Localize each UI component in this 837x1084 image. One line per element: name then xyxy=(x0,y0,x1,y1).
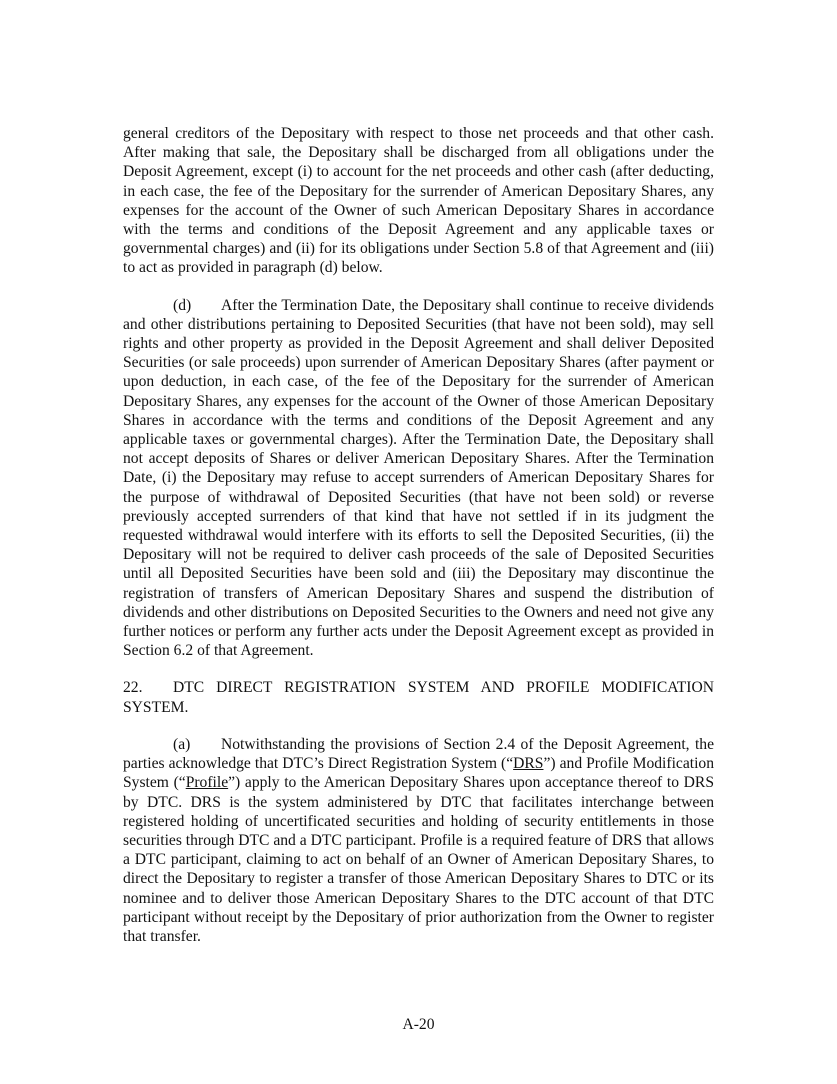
section-title-line2: SYSTEM. xyxy=(123,698,189,716)
paragraph-d-label: (d) xyxy=(173,296,192,314)
profile-defined-term: Profile xyxy=(185,774,229,792)
paragraph-continued: general creditors of the Depositary with respect to those net proceeds and that other cash. After making that sale, the Depositary shall be discharged from all obligations under the Deposit Agreement, except (i) to account for the net proceeds and other cash (after deducting, in each case, the fee of the Depositary for the surrender of American Depositary Shares, any expenses for the account of the Owner of such American Depositary Shares in accordance with the terms and conditions of the Deposit Agreement and any applicable taxes or governmental charges) and (ii) for its obligations under Section 5.8 of that Agreement and (iii) to act as provided in paragraph (d) below. xyxy=(123,125,714,277)
page-body xyxy=(123,124,714,964)
paragraph-a xyxy=(123,735,714,946)
paragraph-d-text: After the Termination Date, the Depositary shall continue to receive dividends and other distributions pertaining to Deposited Securities (that have not been sold), may sell rights and other property as provided in the Deposit Agreement and shall deliver Deposited Securities (or sale proceeds) upon surrender of American Depositary Shares (after payment or upon deduction, in each case, of the fee of the Depositary for the surrender of American Depositary Shares, any expenses for the account of the Owner of those American Depositary Shares in accordance with the terms and conditions of the Deposit Agreement and any applicable taxes or governmental charges). After the Termination Date, the Depositary shall not accept deposits of Shares or deliver American Depositary Shares. After the Termination Date, (i) the Depositary may refuse to accept surrenders of American Depositary Shares for the purpose of withdrawal of Deposited Securities (that have not been sold) or reverse previously accepted surrenders of that kind that have not settled if in its judgment the requested withdrawal would interfere with its efforts to sell the Deposited Securities, (ii) the Depositary will not be required to deliver cash proceeds of the sale of Deposited Securities until all Deposited Securities have been sold and (iii) the Depositary may discontinue the registration of transfers of American Depositary Shares and suspend the distribution of dividends and other distributions on Deposited Securities to the Owners and need not give any further notices or perform any further acts under the Deposit Agreement except as provided in Section 6.2 of that Agreement. xyxy=(123,296,714,660)
drs-defined-term: DRS xyxy=(513,755,544,773)
paragraph-a-text-3: ”) apply to the American Depositary Shares upon acceptance thereof to DRS by DTC. DRS is the system administered by DTC that facilitates interchange between registered holding of uncertificated securities and holding of security entitlements in those securities through DTC and a DTC participant. Profile is a required feature of DRS that allows a DTC participant, claiming to act on behalf of an Owner of American Depositary Shares, to direct the Depositary to register a transfer of those American Depositary Shares to DTC or its nominee and to deliver those American Depositary Shares to the DTC account of that DTC participant without receipt by the Depositary of prior authorization from the Owner to register that transfer. xyxy=(123,774,714,945)
section-heading xyxy=(123,678,714,697)
paragraph-a-text-2: ”) and Profile Modification System (“ xyxy=(123,755,714,792)
page-number: A-20 xyxy=(402,1016,435,1033)
paragraph-a-label: (a) xyxy=(173,735,191,753)
section-title-line1: DTC DIRECT REGISTRATION SYSTEM AND PROFILE MODIFICATION xyxy=(173,679,714,697)
paragraph-d xyxy=(123,296,714,661)
paragraph-a-text-1: Notwithstanding the provisions of Section 2.4 of the Deposit Agreement, the parties acknowledge that DTC’s Direct Registration System (“ xyxy=(123,735,714,773)
section-title xyxy=(173,678,714,697)
section-number: 22. xyxy=(123,679,143,697)
section-title-continued xyxy=(123,698,714,717)
